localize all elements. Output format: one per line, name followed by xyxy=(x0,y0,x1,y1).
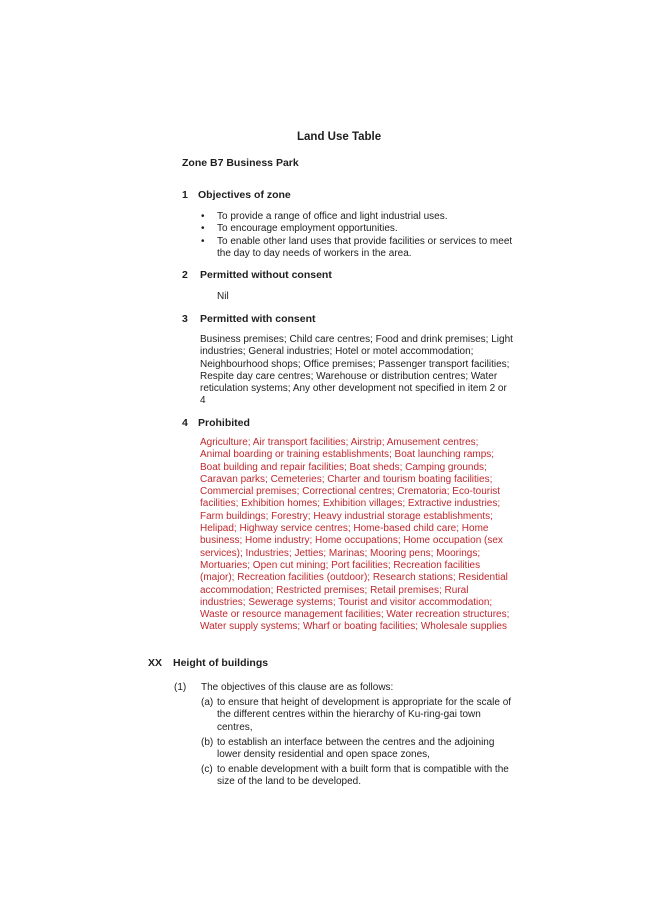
list-item: • To encourage employment opportunities. xyxy=(198,223,512,235)
zone-heading: Zone B7 Business Park xyxy=(182,157,299,169)
list-item: • To provide a range of office and light industrial uses. xyxy=(198,211,512,223)
permitted-uses-paragraph: Business premises; Child care centres; Food and drink premises; Light industries; General industries; Hotel or motel accommodation; Neighbourhood shops; Office premises; Passenger transport facilities; Respite day care centres; Warehouse or distribution centres; Water reticulation systems; Any other development not specified in item 2 or 4 xyxy=(200,334,513,407)
section-title: Permitted without consent xyxy=(200,269,332,281)
item-label: (b) xyxy=(201,737,214,748)
section-number: 1 xyxy=(182,189,188,201)
page-title: Land Use Table xyxy=(297,131,382,143)
section-text: Nil xyxy=(217,291,229,302)
section-title: Prohibited xyxy=(198,417,250,429)
objectives-list xyxy=(198,211,512,260)
section-number: 3 xyxy=(182,313,188,325)
item-text: to enable development with a built form that is compatible with the size of the land to be developed. xyxy=(217,764,509,788)
item-text: to ensure that height of development is appropriate for the scale of the different centres within the hierarchy of Ku-ring-gai town centres, xyxy=(217,697,512,733)
subclause-label: (1) xyxy=(174,682,187,693)
section-title: Permitted with consent xyxy=(200,313,316,325)
item-label: (c) xyxy=(201,764,213,775)
item-text: to establish an interface between the centres and the adjoining lower density residential and open space zones, xyxy=(217,737,495,761)
clause-title: Height of buildings xyxy=(173,657,269,669)
clause-number: XX xyxy=(148,657,163,669)
section-title: Objectives of zone xyxy=(198,189,291,201)
list-item: • To enable other land uses that provide facilities or services to meet the day to day needs of workers in the area. xyxy=(198,236,512,261)
prohibited-uses-paragraph: Agriculture; Air transport facilities; Airstrip; Amusement centres; Animal boarding or training establishments; Boat launching ramps; Boat building and repair facilities; Boat sheds; Camping grounds; Caravan parks; Cemeteries; Charter and tourism boating facilities; Commercial premises; Correctional centres; Crematoria; Eco-tourist facilities; Exhibition homes; Exhibition villages; Extractive industries; Farm buildings; Forestry; Heavy industrial storage establishments; Helipad; Highway service centres; Home-based child care; Home business; Home industry; Home occupations; Home occupation (sex services); Industries; Jetties; Marinas; Mooring pens; Moorings; Mortuaries; Open cut mining; Port facilities; Recreation facilities (major); Recreation facilities (outdoor); Research stations; Residential accommodation; Restricted premises; Retail premises; Rural industries; Sewerage systems; Tourist and visitor accommodation; Waste or resource management facilities; Water recreation structures; Water supply systems; Wharf or boating facilities; Wholesale supplies xyxy=(200,437,510,633)
section-number: 4 xyxy=(182,417,188,429)
section-number: 2 xyxy=(182,269,188,281)
subclause-text: The objectives of this clause are as follows: xyxy=(201,682,394,693)
item-label: (a) xyxy=(201,697,214,708)
